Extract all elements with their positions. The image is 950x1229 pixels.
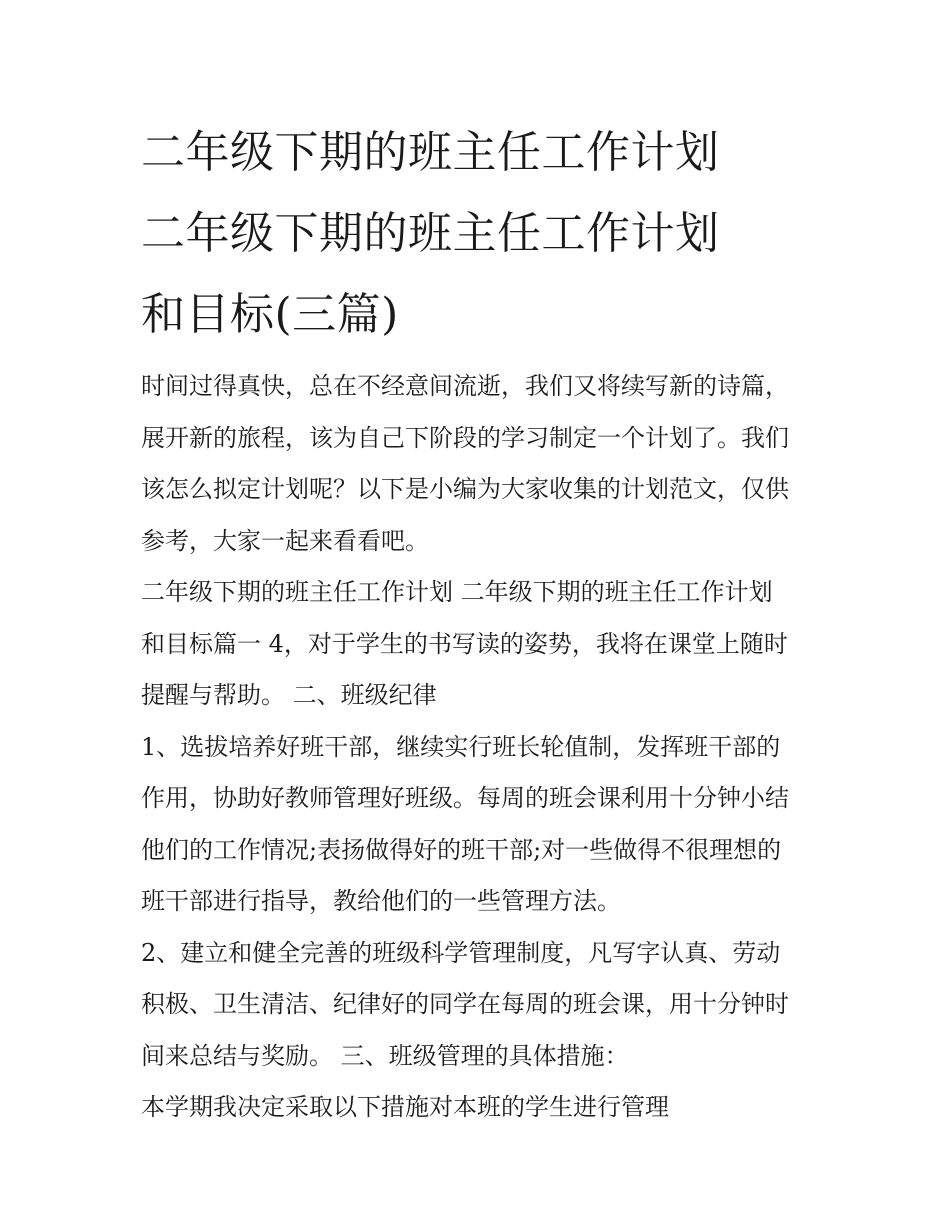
document-body — [141, 361, 821, 1134]
document-page — [141, 112, 821, 1134]
text-line: 积极、卫生清洁、纪律好的同学在每周的班会课，用十分钟时 — [141, 990, 789, 1018]
text-line: 该怎么拟定计划呢？以下是小编为大家收集的计划范文，仅供 — [141, 475, 789, 503]
title-line: 二年级下期的班主任工作计划 — [141, 208, 720, 259]
title-line: 和目标(三篇) — [141, 289, 399, 340]
text-line: 二年级下期的班主任工作计划 二年级下期的班主任工作计划 — [141, 578, 773, 606]
text-line: 2、建立和健全完善的班级科学管理制度，凡写字认真、劳动 — [141, 938, 781, 967]
intro-paragraph — [141, 361, 821, 567]
list-paragraph-1 — [141, 722, 821, 928]
text-line: 提醒与帮助。 二、班级纪律 — [141, 681, 437, 709]
title-line: 二年级下期的班主任工作计划 — [141, 127, 720, 178]
closing-paragraph — [141, 1082, 821, 1134]
list-paragraph-2 — [141, 928, 821, 1083]
text-line: 作用，协助好教师管理好班级。每周的班会课利用十分钟小结 — [141, 784, 789, 812]
text-line: 他们的工作情况;表扬做得好的班干部;对一些做得不很理想的 — [141, 835, 782, 864]
section-paragraph — [141, 567, 821, 722]
document-title — [141, 112, 821, 355]
text-line: 间来总结与奖励。 三、班级管理的具体措施： — [141, 1041, 629, 1070]
text-line: 时间过得真快，总在不经意间流逝，我们又将续写新的诗篇， — [141, 372, 789, 400]
text-line: 班干部进行指导，教给他们的一些管理方法。 — [141, 887, 621, 915]
text-line: 展开新的旅程，该为自己下阶段的学习制定一个计划了。我们 — [141, 423, 789, 452]
text-line: 和目标篇一 4，对于学生的书写读的姿势，我将在课堂上随时 — [141, 629, 788, 658]
text-line: 1、选拔培养好班干部，继续实行班长轮值制，发挥班干部的 — [141, 732, 781, 761]
text-line: 参考，大家一起来看看吧。 — [141, 526, 429, 555]
text-line: 本学期我决定采取以下措施对本班的学生进行管理 — [141, 1093, 669, 1121]
